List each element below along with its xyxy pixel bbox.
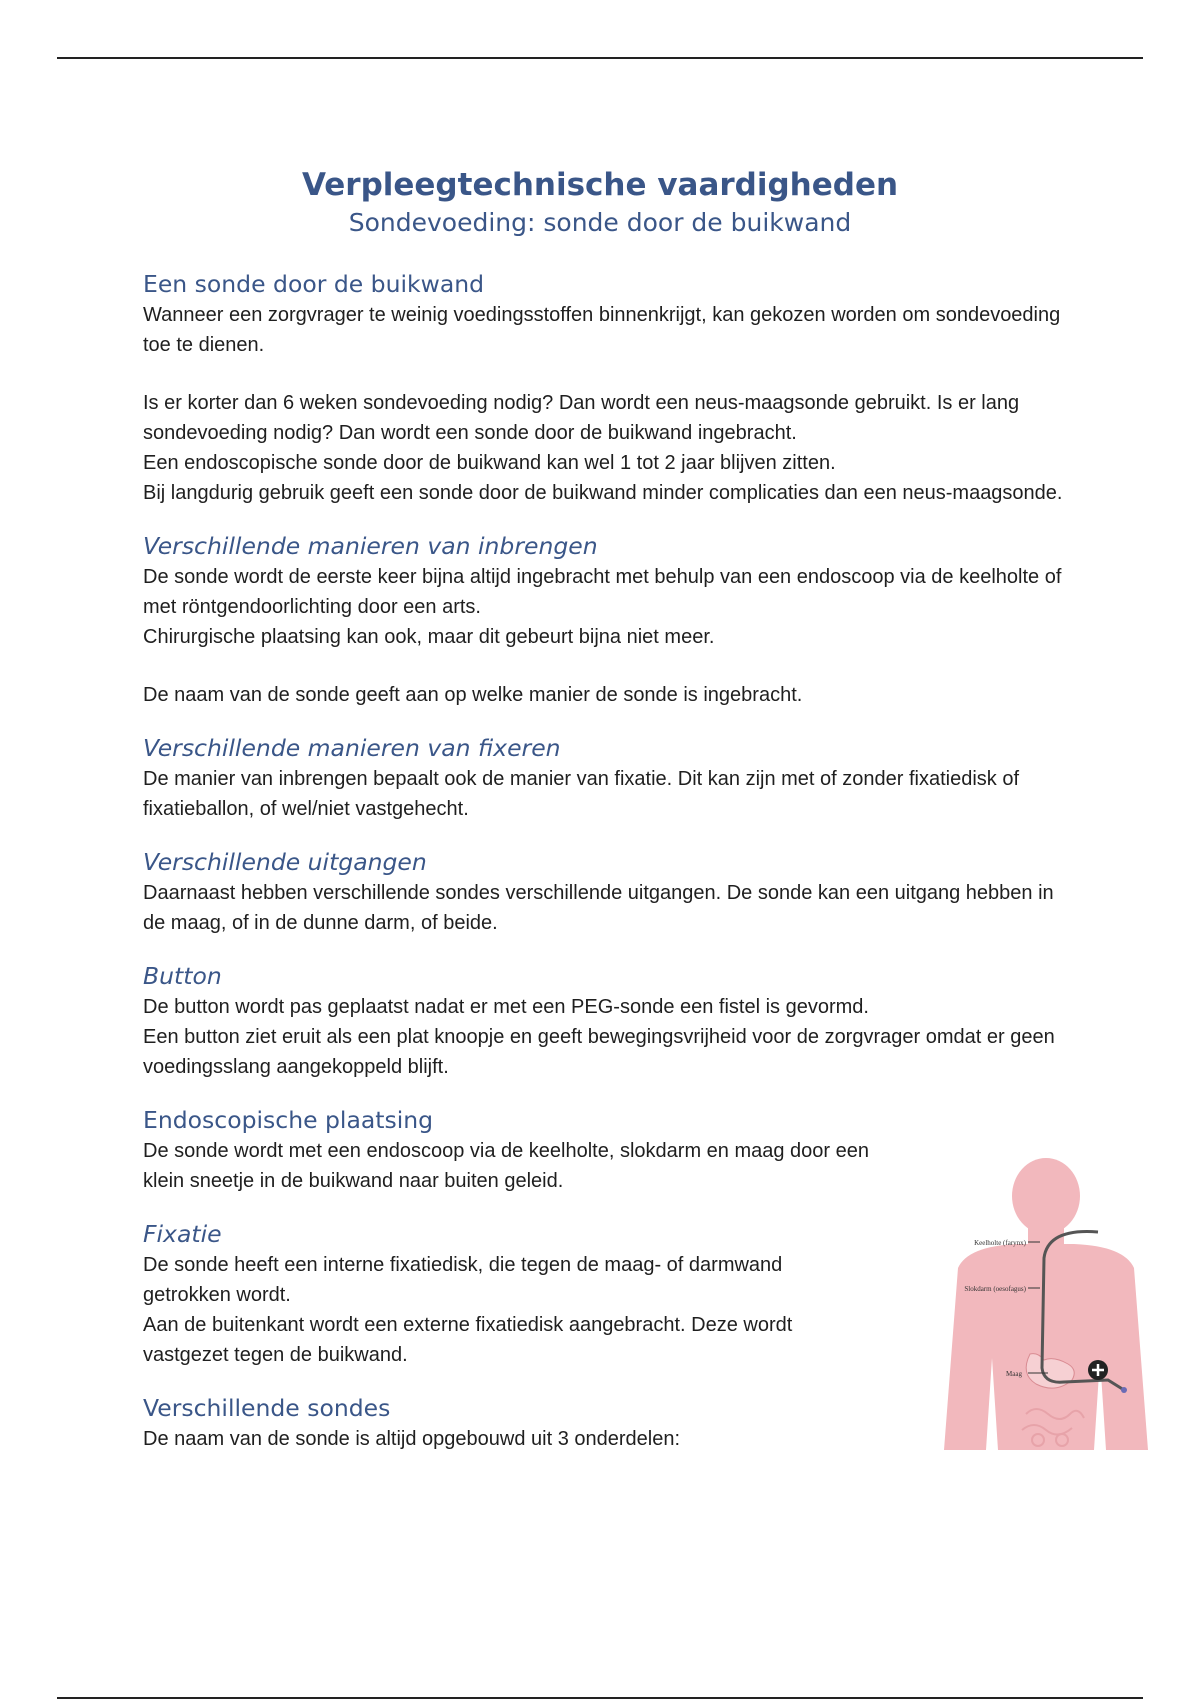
paragraph: Daarnaast hebben verschillende sondes verschillende uitgangen. De sonde kan een uitgang hebben in de maag, of in de dunne darm, of beide. [143, 882, 1054, 934]
section-fixeren [143, 732, 1073, 824]
top-rule [57, 57, 1143, 59]
bottom-rule [57, 1697, 1143, 1699]
section-heading: Een sonde door de buikwand [143, 270, 485, 298]
section-heading: Verschillende uitgangen [143, 848, 427, 876]
section-heading: Verschillende sondes [143, 1394, 391, 1422]
section-button [143, 960, 1073, 1082]
anatomy-figure [918, 1158, 1148, 1450]
paragraph: Een button ziet eruit als een plat knoopje en geeft bewegingsvrijheid voor de zorgvrager omdat er geen voedingsslang aangekoppeld blijft. [143, 1026, 1055, 1078]
label-slokdarm: Slokdarm (oesofagus) [964, 1285, 1026, 1293]
document-title: Verpleegtechnische vaardigheden [301, 167, 899, 203]
section-heading: Verschillende manieren van inbrengen [143, 532, 598, 560]
paragraph: Chirurgische plaatsing kan ook, maar dit gebeurt bijna niet meer. [143, 626, 715, 648]
paragraph: De button wordt pas geplaatst nadat er met een PEG-sonde een fistel is gevormd. [143, 996, 869, 1018]
label-maag: Maag [1006, 1370, 1022, 1378]
section-inbrengen [143, 530, 1073, 710]
label-keelholte: Keelholte (farynx) [974, 1239, 1026, 1247]
paragraph: De naam van de sonde geeft aan op welke manier de sonde is ingebracht. [143, 684, 803, 706]
tube-end [1121, 1387, 1127, 1393]
section-heading: Button [143, 962, 222, 990]
paragraph: De manier van inbrengen bepaalt ook de manier van fixatie. Dit kan zijn met of zonder fixatiedisk of fixatieballon, of wel/niet vastgehecht. [143, 768, 1020, 820]
paragraph: Is er korter dan 6 weken sondevoeding nodig? Dan wordt een neus-maagsonde gebruikt. Is er lang sondevoeding nodig? Dan wordt een sonde door de buikwand ingebracht. [143, 392, 1020, 444]
section-uitgangen [143, 846, 1073, 938]
title-block [0, 165, 1200, 241]
section-heading: Endoscopische plaatsing [143, 1106, 434, 1134]
document-subtitle: Sondevoeding: sonde door de buikwand [348, 208, 852, 237]
section-heading: Verschillende manieren van fixeren [143, 734, 561, 762]
section-intro [143, 268, 1073, 508]
paragraph: De naam van de sonde is altijd opgebouwd uit 3 onderdelen: [143, 1428, 681, 1450]
section-heading: Fixatie [143, 1220, 222, 1248]
body-silhouette [944, 1158, 1148, 1450]
paragraph: Aan de buitenkant wordt een externe fixatiedisk aangebracht. Deze wordt vastgezet tegen de buikwand. [143, 1314, 793, 1366]
paragraph: Wanneer een zorgvrager te weinig voedingsstoffen binnenkrijgt, kan gekozen worden om sondevoeding toe te dienen. [143, 304, 1061, 356]
paragraph: De sonde wordt de eerste keer bijna altijd ingebracht met behulp van een endoscoop via de keelholte of met röntgendoorlichting door een arts. [143, 566, 1062, 618]
paragraph: De sonde wordt met een endoscoop via de keelholte, slokdarm en maag door een klein sneetje in de buikwand naar buiten geleid. [143, 1140, 870, 1192]
paragraph: Een endoscopische sonde door de buikwand kan wel 1 tot 2 jaar blijven zitten. [143, 452, 836, 474]
paragraph: Bij langdurig gebruik geeft een sonde door de buikwand minder complicaties dan een neus-maagsonde. [143, 482, 1063, 504]
paragraph: De sonde heeft een interne fixatiedisk, die tegen de maag- of darmwand getrokken wordt. [143, 1254, 783, 1306]
